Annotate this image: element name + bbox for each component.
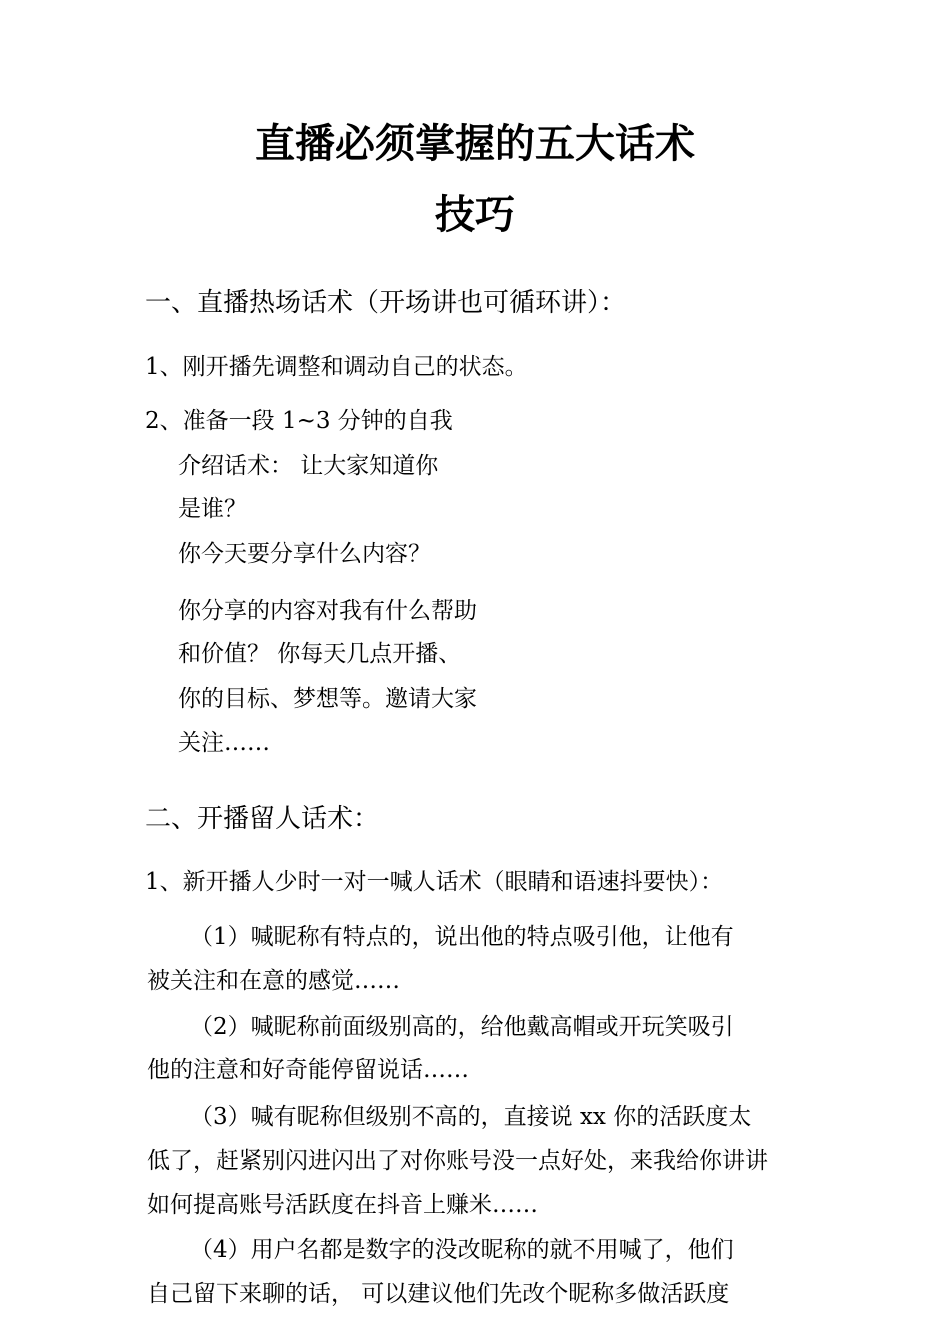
document-title-line-1: 直播必须掌握的五大话术	[255, 121, 695, 167]
section-1-item-2-line: 你分享的内容对我有什么帮助	[178, 598, 477, 624]
section-1-item-2-line: 你今天要分享什么内容？	[178, 541, 431, 567]
section-2-paragraph-3-line: （3）喊有昵称但级别不高的，直接说 xx 你的活跃度太	[190, 1104, 752, 1130]
section-1-item-2-line: 是谁？	[178, 496, 247, 522]
section-1-item-2-line: 介绍话术： 让大家知道你	[178, 453, 439, 479]
section-1-item-2-line: 你的目标、梦想等。邀请大家	[178, 686, 477, 712]
section-2-paragraph-2-line: （2）喊昵称前面级别高的，给他戴高帽或开玩笑吸引	[190, 1014, 734, 1040]
section-2-paragraph-3-line: 如何提高账号活跃度在抖音上赚米……	[147, 1192, 538, 1218]
section-2-heading: 二、开播留人话术：	[145, 804, 380, 834]
section-2-paragraph-1-line: 被关注和在意的感觉……	[147, 968, 400, 994]
section-2-paragraph-4-line: 自己留下来聊的话， 可以建议他们先改个昵称多做活跃度	[147, 1281, 730, 1307]
section-2-paragraph-3-line: 低了，赶紧别闪进闪出了对你账号没一点好处，来我给你讲讲	[147, 1148, 768, 1174]
section-1-item-2-line: 2、准备一段 1~3 分钟的自我	[145, 408, 453, 434]
section-2-paragraph-4-line: （4）用户名都是数字的没改昵称的就不用喊了，他们	[190, 1237, 734, 1263]
document-title-line-2: 技巧	[435, 192, 515, 238]
section-1-item-1: 1、刚开播先调整和调动自己的状态。	[145, 354, 528, 380]
section-1-heading: 一、直播热场话术（开场讲也可循环讲）：	[145, 288, 627, 318]
section-2-paragraph-1-line: （1）喊昵称有特点的，说出他的特点吸引他，让他有	[190, 924, 734, 950]
section-2-paragraph-2-line: 他的注意和好奇能停留说话……	[147, 1057, 469, 1083]
section-1-item-2-line: 和价值？ 你每天几点开播、	[178, 641, 462, 667]
section-2-item-1: 1、新开播人少时一对一喊人话术（眼睛和语速抖要快）：	[145, 869, 724, 895]
section-1-item-2-line: 关注……	[178, 730, 270, 756]
